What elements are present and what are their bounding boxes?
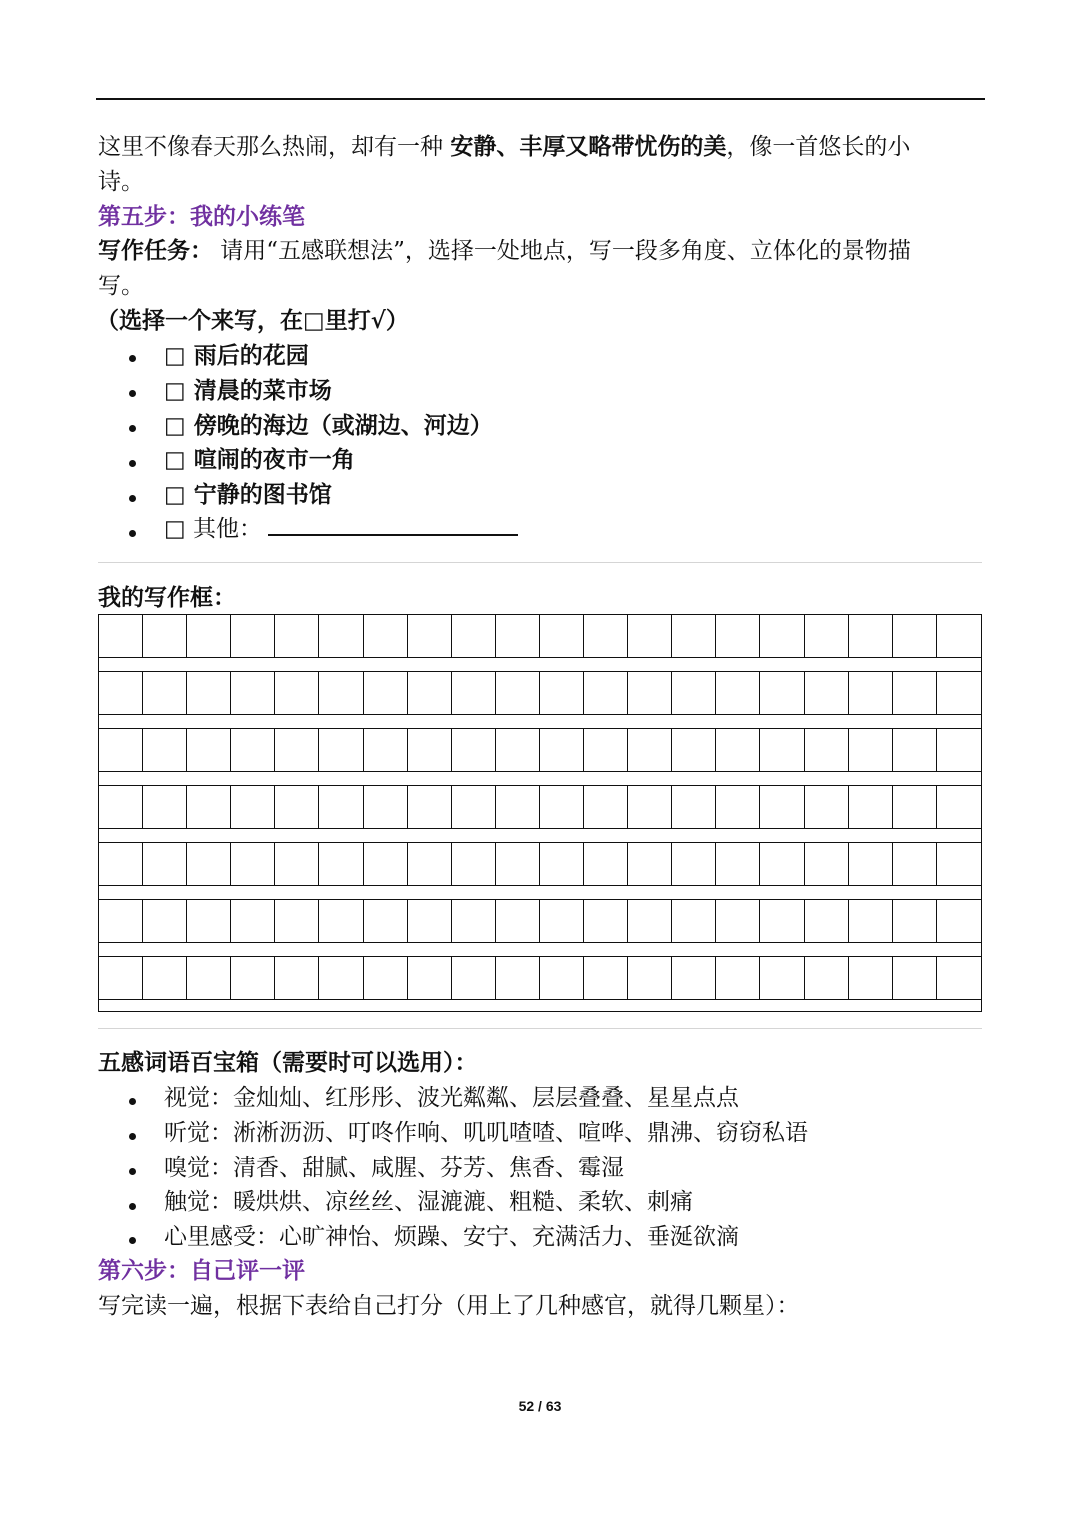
intro-paragraph-line2: 诗。 bbox=[98, 169, 144, 195]
grid-cell[interactable] bbox=[761, 672, 805, 714]
grid-cell[interactable] bbox=[275, 672, 319, 714]
grid-cell[interactable] bbox=[452, 786, 496, 828]
grid-cell[interactable] bbox=[584, 957, 628, 999]
option-garden[interactable]: □ 雨后的花园 bbox=[164, 342, 309, 369]
bullet-icon bbox=[129, 1237, 136, 1244]
grid-cell[interactable] bbox=[540, 729, 584, 771]
grid-cell[interactable] bbox=[452, 900, 496, 942]
grid-cell[interactable] bbox=[364, 672, 408, 714]
grid-cell[interactable] bbox=[452, 615, 496, 657]
grid-cell[interactable] bbox=[584, 900, 628, 942]
grid-cell[interactable] bbox=[320, 729, 364, 771]
grid-cell[interactable] bbox=[761, 957, 805, 999]
grid-cell[interactable] bbox=[761, 729, 805, 771]
grid-row-gap bbox=[99, 886, 981, 900]
grid-row bbox=[99, 843, 981, 886]
grid-cell[interactable] bbox=[408, 900, 452, 942]
grid-cell[interactable] bbox=[672, 672, 716, 714]
bullet-icon bbox=[129, 460, 136, 467]
grid-cell[interactable] bbox=[408, 843, 452, 885]
grid-cell[interactable] bbox=[893, 672, 937, 714]
page-number: 52 / 63 bbox=[518, 1398, 562, 1414]
grid-cell[interactable] bbox=[99, 900, 143, 942]
grid-row bbox=[99, 672, 981, 715]
grid-cell[interactable] bbox=[496, 672, 540, 714]
grid-cell[interactable] bbox=[540, 672, 584, 714]
grid-cell[interactable] bbox=[849, 957, 893, 999]
grid-cell[interactable] bbox=[320, 900, 364, 942]
grid-cell[interactable] bbox=[805, 672, 849, 714]
grid-cell[interactable] bbox=[805, 786, 849, 828]
grid-cell[interactable] bbox=[408, 615, 452, 657]
grid-cell[interactable] bbox=[496, 615, 540, 657]
grid-row bbox=[99, 957, 981, 1000]
grid-cell[interactable] bbox=[187, 843, 231, 885]
grid-cell[interactable] bbox=[761, 843, 805, 885]
grid-cell[interactable] bbox=[275, 729, 319, 771]
header-rule bbox=[96, 98, 985, 100]
grid-cell[interactable] bbox=[849, 615, 893, 657]
grid-cell[interactable] bbox=[540, 957, 584, 999]
grid-cell[interactable] bbox=[849, 900, 893, 942]
grid-cell[interactable] bbox=[540, 786, 584, 828]
grid-cell[interactable] bbox=[893, 729, 937, 771]
grid-cell[interactable] bbox=[628, 729, 672, 771]
grid-cell[interactable] bbox=[364, 615, 408, 657]
grid-cell[interactable] bbox=[805, 729, 849, 771]
grid-cell[interactable] bbox=[672, 615, 716, 657]
grid-row-gap bbox=[99, 829, 981, 843]
grid-row-gap bbox=[99, 658, 981, 672]
grid-cell[interactable] bbox=[231, 900, 275, 942]
bullet-icon bbox=[129, 1203, 136, 1210]
grid-cell[interactable] bbox=[496, 729, 540, 771]
grid-cell[interactable] bbox=[672, 957, 716, 999]
other-blank-line[interactable] bbox=[268, 514, 518, 536]
grid-row-gap bbox=[99, 943, 981, 957]
grid-row bbox=[99, 729, 981, 772]
grid-cell[interactable] bbox=[408, 957, 452, 999]
intro-paragraph-line1 bbox=[98, 130, 910, 164]
task-label: 写作任务： bbox=[98, 237, 213, 264]
grid-cell[interactable] bbox=[231, 729, 275, 771]
grid-cell[interactable] bbox=[320, 957, 364, 999]
grid-cell[interactable] bbox=[716, 786, 760, 828]
word-item-smell: 嗅觉：清香、甜腻、咸腥、芬芳、焦香、霉湿 bbox=[164, 1155, 624, 1181]
grid-cell[interactable] bbox=[99, 843, 143, 885]
grid-cell[interactable] bbox=[143, 729, 187, 771]
writing-box-label: 我的写作框： bbox=[98, 584, 236, 611]
bullet-icon bbox=[129, 530, 136, 537]
word-item-feeling: 心里感受：心旷神怡、烦躁、安宁、充满活力、垂涎欲滴 bbox=[164, 1224, 739, 1250]
grid-cell[interactable] bbox=[628, 786, 672, 828]
word-item-touch: 触觉：暖烘烘、凉丝丝、湿漉漉、粗糙、柔软、刺痛 bbox=[164, 1189, 693, 1215]
grid-cell[interactable] bbox=[275, 786, 319, 828]
grid-cell[interactable] bbox=[893, 900, 937, 942]
grid-cell[interactable] bbox=[540, 900, 584, 942]
grid-cell[interactable] bbox=[275, 900, 319, 942]
grid-cell[interactable] bbox=[849, 786, 893, 828]
grid-cell[interactable] bbox=[584, 843, 628, 885]
grid-row-gap bbox=[99, 772, 981, 786]
grid-cell[interactable] bbox=[99, 786, 143, 828]
option-night-market[interactable]: □ 喧闹的夜市一角 bbox=[164, 446, 355, 473]
grid-cell[interactable] bbox=[805, 843, 849, 885]
bullet-icon bbox=[129, 390, 136, 397]
grid-cell[interactable] bbox=[893, 843, 937, 885]
grid-cell[interactable] bbox=[231, 615, 275, 657]
intro-text: 这里不像春天那么热闹，却有一种 bbox=[98, 134, 451, 160]
grid-cell[interactable] bbox=[143, 786, 187, 828]
grid-cell[interactable] bbox=[584, 615, 628, 657]
grid-cell[interactable] bbox=[143, 843, 187, 885]
grid-cell[interactable] bbox=[275, 615, 319, 657]
grid-row-gap bbox=[99, 1000, 981, 1014]
grid-cell[interactable] bbox=[849, 729, 893, 771]
word-item-hearing: 听觉：淅淅沥沥、叮咚作响、叽叽喳喳、喧哗、鼎沸、窃窃私语 bbox=[164, 1120, 808, 1146]
grid-row bbox=[99, 615, 981, 658]
grid-cell[interactable] bbox=[716, 957, 760, 999]
grid-cell[interactable] bbox=[761, 615, 805, 657]
task-line2: 写。 bbox=[98, 273, 144, 299]
grid-cell[interactable] bbox=[231, 672, 275, 714]
grid-cell[interactable] bbox=[805, 900, 849, 942]
grid-cell[interactable] bbox=[408, 672, 452, 714]
grid-cell[interactable] bbox=[143, 672, 187, 714]
grid-cell[interactable] bbox=[452, 672, 496, 714]
grid-row bbox=[99, 786, 981, 829]
grid-cell[interactable] bbox=[408, 786, 452, 828]
option-other[interactable] bbox=[164, 512, 518, 546]
grid-cell[interactable] bbox=[99, 957, 143, 999]
grid-cell[interactable] bbox=[187, 672, 231, 714]
writing-grid[interactable] bbox=[98, 614, 982, 1012]
grid-cell[interactable] bbox=[143, 615, 187, 657]
grid-cell[interactable] bbox=[805, 957, 849, 999]
grid-cell[interactable] bbox=[452, 729, 496, 771]
grid-cell[interactable] bbox=[584, 786, 628, 828]
grid-cell[interactable] bbox=[452, 843, 496, 885]
grid-cell[interactable] bbox=[231, 957, 275, 999]
step5-heading: 第五步：我的小练笔 bbox=[98, 203, 305, 230]
option-market[interactable]: □ 清晨的菜市场 bbox=[164, 377, 332, 404]
grid-cell[interactable] bbox=[143, 957, 187, 999]
grid-row bbox=[99, 900, 981, 943]
grid-cell[interactable] bbox=[187, 957, 231, 999]
other-label: □ 其他： bbox=[164, 516, 263, 542]
grid-cell[interactable] bbox=[452, 957, 496, 999]
grid-cell[interactable] bbox=[672, 786, 716, 828]
grid-cell[interactable] bbox=[99, 672, 143, 714]
grid-cell[interactable] bbox=[187, 786, 231, 828]
grid-cell[interactable] bbox=[496, 843, 540, 885]
grid-cell[interactable] bbox=[320, 615, 364, 657]
section-divider bbox=[98, 562, 982, 563]
grid-cell[interactable] bbox=[231, 786, 275, 828]
grid-cell[interactable] bbox=[320, 672, 364, 714]
grid-cell[interactable] bbox=[628, 957, 672, 999]
word-item-sight: 视觉：金灿灿、红彤彤、波光粼粼、层层叠叠、星星点点 bbox=[164, 1085, 739, 1111]
grid-cell[interactable] bbox=[99, 729, 143, 771]
bullet-icon bbox=[129, 1133, 136, 1140]
option-library[interactable]: □ 宁静的图书馆 bbox=[164, 481, 332, 508]
grid-cell[interactable] bbox=[540, 843, 584, 885]
choose-note: （选择一个来写，在□里打√） bbox=[96, 307, 409, 334]
grid-cell[interactable] bbox=[893, 786, 937, 828]
bullet-icon bbox=[129, 425, 136, 432]
grid-cell[interactable] bbox=[716, 672, 760, 714]
grid-cell[interactable] bbox=[540, 615, 584, 657]
option-seaside[interactable]: □ 傍晚的海边（或湖边、河边） bbox=[164, 412, 493, 439]
grid-cell[interactable] bbox=[672, 900, 716, 942]
word-box-title: 五感词语百宝箱（需要时可以选用）： bbox=[98, 1049, 478, 1076]
grid-cell[interactable] bbox=[496, 786, 540, 828]
grid-cell[interactable] bbox=[672, 729, 716, 771]
grid-cell[interactable] bbox=[628, 900, 672, 942]
grid-cell[interactable] bbox=[628, 672, 672, 714]
grid-cell[interactable] bbox=[408, 729, 452, 771]
grid-cell[interactable] bbox=[187, 729, 231, 771]
grid-cell[interactable] bbox=[496, 957, 540, 999]
grid-cell[interactable] bbox=[364, 786, 408, 828]
grid-cell[interactable] bbox=[187, 900, 231, 942]
grid-cell[interactable] bbox=[364, 957, 408, 999]
grid-cell[interactable] bbox=[761, 900, 805, 942]
task-text: 请用“五感联想法”，选择一处地点，写一段多角度、立体化的景物描 bbox=[213, 238, 911, 264]
step6-heading: 第六步：自己评一评 bbox=[98, 1257, 305, 1284]
grid-cell[interactable] bbox=[849, 843, 893, 885]
grid-cell[interactable] bbox=[496, 900, 540, 942]
grid-cell[interactable] bbox=[143, 900, 187, 942]
bullet-icon bbox=[129, 1168, 136, 1175]
grid-cell[interactable] bbox=[628, 615, 672, 657]
bullet-icon bbox=[129, 495, 136, 502]
grid-cell[interactable] bbox=[275, 843, 319, 885]
grid-cell[interactable] bbox=[187, 615, 231, 657]
grid-row-gap bbox=[99, 715, 981, 729]
grid-cell[interactable] bbox=[893, 615, 937, 657]
grid-cell[interactable] bbox=[716, 729, 760, 771]
grid-cell[interactable] bbox=[805, 615, 849, 657]
bullet-icon bbox=[129, 355, 136, 362]
grid-cell[interactable] bbox=[893, 957, 937, 999]
grid-cell[interactable] bbox=[716, 615, 760, 657]
grid-cell[interactable] bbox=[628, 843, 672, 885]
section-divider bbox=[98, 1028, 982, 1029]
grid-cell[interactable] bbox=[672, 843, 716, 885]
grid-cell[interactable] bbox=[584, 729, 628, 771]
grid-cell[interactable] bbox=[320, 786, 364, 828]
grid-cell[interactable] bbox=[99, 615, 143, 657]
grid-cell[interactable] bbox=[275, 957, 319, 999]
grid-cell[interactable] bbox=[584, 672, 628, 714]
grid-cell[interactable] bbox=[364, 729, 408, 771]
grid-cell[interactable] bbox=[231, 843, 275, 885]
intro-text-end: ，像一首悠长的小 bbox=[726, 134, 911, 160]
bullet-icon bbox=[129, 1098, 136, 1105]
grid-cell[interactable] bbox=[364, 900, 408, 942]
intro-emphasis: 安静、丰厚又略带忧伤的美 bbox=[450, 133, 727, 160]
grid-cell[interactable] bbox=[716, 843, 760, 885]
grid-cell[interactable] bbox=[716, 900, 760, 942]
grid-cell[interactable] bbox=[761, 786, 805, 828]
grid-cell[interactable] bbox=[849, 672, 893, 714]
step6-text: 写完读一遍，根据下表给自己打分（用上了几种感官，就得几颗星）： bbox=[98, 1293, 800, 1319]
grid-cell[interactable] bbox=[320, 843, 364, 885]
task-line1 bbox=[98, 234, 911, 268]
grid-cell[interactable] bbox=[364, 843, 408, 885]
